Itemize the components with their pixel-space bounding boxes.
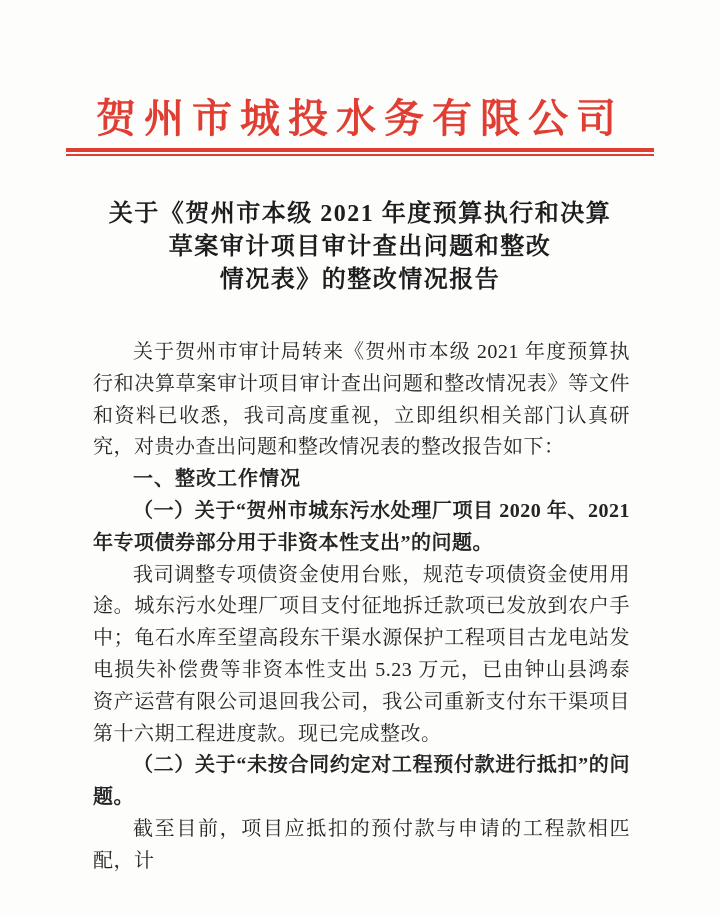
divider-thin-line xyxy=(66,154,654,156)
title-line-2: 草案审计项目审计查出问题和整改 xyxy=(168,234,552,260)
letterhead-divider xyxy=(66,148,654,156)
item-2-body: 截至目前，项目应抵扣的预付款与申请的工程款相匹配，计 xyxy=(93,817,630,872)
divider-thick-line xyxy=(66,148,654,152)
document-body xyxy=(93,337,630,878)
title-line-3: 情况表》的整改情况报告 xyxy=(219,267,501,293)
document-title xyxy=(0,198,720,297)
title-line-1: 关于《贺州市本级 2021 年度预算执行和决算 xyxy=(108,201,612,227)
company-letterhead: 贺州市城投水务有限公司 xyxy=(96,96,624,141)
item-1-heading: （一）关于“贺州市城东污水处理厂项目 2020 年、2021 年专项债券部分用于非资本性支出”的问题。 xyxy=(93,499,630,554)
section-1-heading: 一、整改工作情况 xyxy=(133,468,301,491)
item-2-heading: （二）关于“未按合同约定对工程预付款进行抵扣”的问题。 xyxy=(93,754,630,809)
intro-paragraph: 关于贺州市审计局转来《贺州市本级 2021 年度预算执行和决算草案审计项目审计查出问题和整改情况表》等文件和资料已收悉，我司高度重视，立即组织相关部门认真研究，对贵办查出问题和整改情况表的整改报告如下： xyxy=(93,341,630,459)
item-1-body: 我司调整专项债资金使用台账，规范专项债资金使用用途。城东污水处理厂项目支付征地拆迁款项已发放到农户手中；龟石水库至望高段东干渠水源保护工程项目古龙电站发电损失补偿费等非资本性支出 5.23 万元，已由钟山县鸿泰资产运营有限公司退回我公司，我公司重新支付东干渠项目第十六期工程进度款。现已完成整改。 xyxy=(93,563,630,745)
